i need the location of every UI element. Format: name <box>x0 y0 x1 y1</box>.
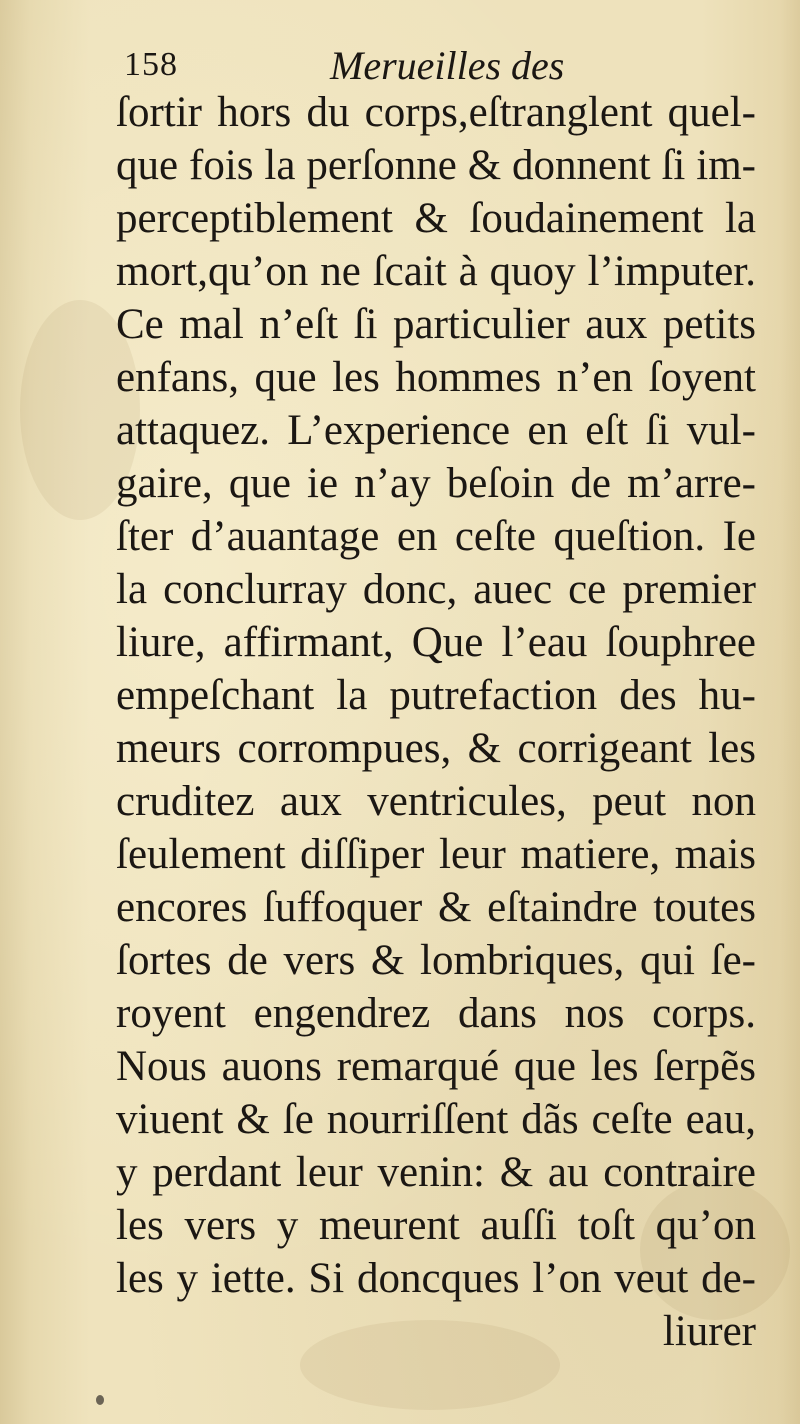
text-line: les y iette. Si doncques l’on veut de- <box>116 1255 756 1302</box>
page-number: 158 <box>124 46 178 83</box>
text-line: la conclurray donc, auec ce premier <box>116 566 756 613</box>
text-line: encores ſuffoquer & eſtaindre toutes <box>116 884 756 931</box>
text-line: gaire, que ie n’ay beſoin de m’arre- <box>116 460 756 507</box>
text-line: liure, affirmant, Que l’eau ſouphree <box>116 619 756 666</box>
text-line: que fois la perſonne & donnent ſi im- <box>116 142 756 189</box>
text-line: y perdant leur venin: & au contraire <box>116 1149 756 1196</box>
text-line: ſeulement diſſiper leur matiere, mais <box>116 831 756 878</box>
page-header <box>110 40 770 90</box>
ink-spot <box>96 1395 104 1405</box>
text-line: les vers y meurent auſſi toſt qu’on <box>116 1202 756 1249</box>
text-line: enfans, que les hommes n’en ſoyent <box>116 354 756 401</box>
text-line: empeſchant la putrefaction des hu- <box>116 672 756 719</box>
text-line: attaquez. L’experience en eſt ſi vul- <box>116 407 756 454</box>
body-text <box>116 86 756 1358</box>
text-line: mort,qu’on ne ſcait à quoy l’imputer. <box>116 248 756 295</box>
text-line: cruditez aux ventricules, peut non <box>116 778 756 825</box>
text-line: royent engendrez dans nos corps. <box>116 990 756 1037</box>
text-line: meurs corrompues, & corrigeant les <box>116 725 756 772</box>
text-line: ſortir hors du corps,eſtranglent quel- <box>116 89 756 136</box>
text-line: Nous auons remarqué que les ſerpẽs <box>116 1043 756 1090</box>
text-line: ſortes de vers & lombriques, qui ſe- <box>116 937 756 984</box>
text-line: perceptiblement & ſoudainement la <box>116 195 756 242</box>
running-title: Merueilles des <box>330 43 565 88</box>
text-line: Ce mal n’eſt ſi particulier aux petits <box>116 301 756 348</box>
text-line: viuent & ſe nourriſſent dãs ceſte eau, <box>116 1096 756 1143</box>
text-line: ſter d’auantage en ceſte queſtion. Ie <box>116 513 756 560</box>
catchword: liurer <box>662 1308 756 1355</box>
